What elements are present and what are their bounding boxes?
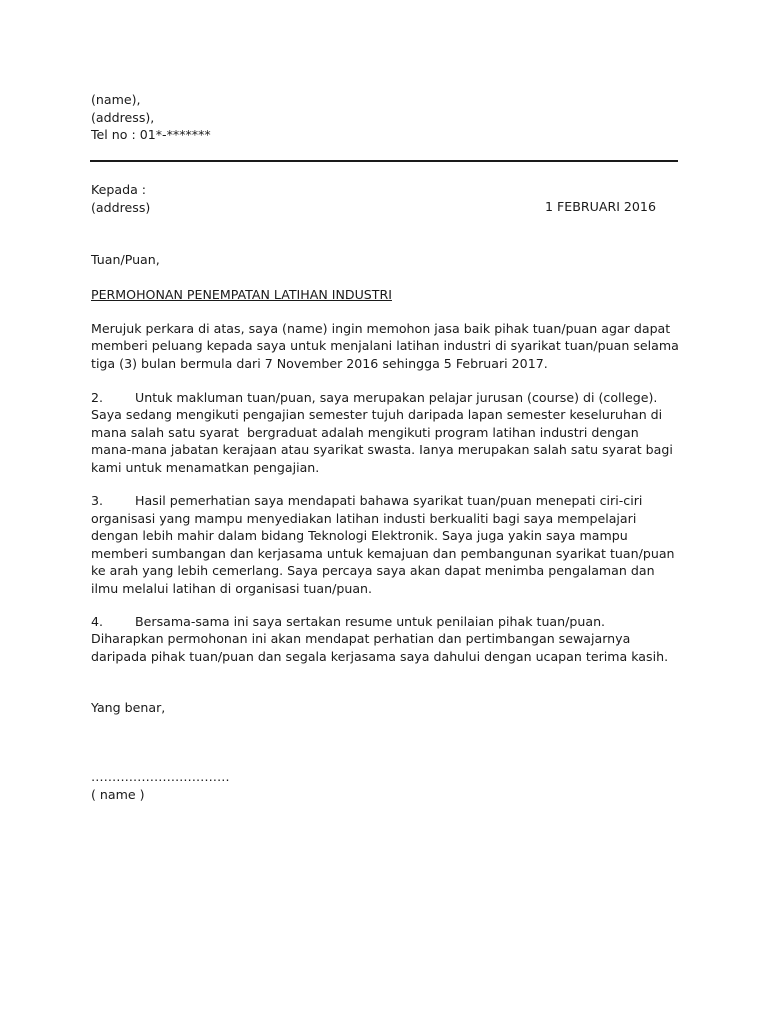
- paragraph-3-line: Hasil pemerhatian saya mendapati bahawa syarikat tuan/puan menepati ciri-ciri: [135, 493, 643, 508]
- paragraph-2-line: Saya sedang mengikuti pengajian semester tujuh daripada lapan semester keseluruhan di: [91, 407, 663, 422]
- recipient-address: (address): [91, 199, 151, 215]
- paragraph-3-line: dengan lebih mahir dalam bidang Teknologi Elektronik. Saya juga yakin saya mampu: [91, 528, 628, 543]
- paragraph-4-line: Bersama-sama ini saya sertakan resume untuk penilaian pihak tuan/puan.: [135, 613, 606, 629]
- paragraph-1: [91, 320, 691, 373]
- letter-date: 1 FEBRUARI 2016: [545, 199, 656, 214]
- sender-name: (name),: [91, 92, 141, 107]
- paragraph-3-line: organisasi yang mampu menyediakan latihan industi berkualiti bagi saya mempelajari: [91, 510, 637, 526]
- closing: Yang benar,: [91, 699, 166, 715]
- sender-address: (address),: [91, 109, 155, 125]
- paragraph-3-number: 3.: [91, 493, 104, 508]
- paragraph-2-line: mana-mana jabatan kerajaan atau syarikat swasta. Ianya merupakan salah satu syarat bagi: [91, 442, 673, 457]
- paragraph-3-line: ke arah yang lebih cemerlang. Saya percaya saya akan dapat menimba pengalaman dan: [91, 563, 655, 578]
- paragraph-2: [91, 389, 691, 477]
- paragraph-4-number: 4.: [91, 613, 104, 629]
- signature-name: ( name ): [91, 787, 145, 802]
- paragraph-2-line: mana salah satu syarat bergraduat adalah mengikuti program latihan industri dengan: [91, 424, 639, 440]
- paragraph-1-line: tiga (3) bulan bermula dari 7 November 2016 sehingga 5 Februari 2017.: [91, 355, 548, 371]
- subject-line: PERMOHONAN PENEMPATAN LATIHAN INDUSTRI: [91, 286, 392, 302]
- paragraph-4-line: Diharapkan permohonan ini akan mendapat perhatian dan pertimbangan sewajarnya: [91, 631, 631, 646]
- paragraph-3: [91, 492, 691, 597]
- paragraph-1-line: memberi peluang kepada saya untuk menjalani latihan industri di syarikat tuan/puan selama: [91, 338, 679, 353]
- paragraph-2-line: kami untuk menamatkan pengajian.: [91, 459, 320, 475]
- recipient-label: Kepada :: [91, 182, 147, 197]
- paragraph-3-line: memberi sumbangan dan kerjasama untuk kemajuan dan pembangunan syarikat tuan/puan: [91, 545, 675, 561]
- signature-line: ……………………………: [91, 769, 230, 784]
- paragraph-3-line: ilmu melalui latihan di organisasi tuan/puan.: [91, 580, 373, 596]
- sender-tel: Tel no : 01*-*******: [91, 127, 211, 142]
- paragraph-2-line: Untuk makluman tuan/puan, saya merupakan pelajar jurusan (course) di (college).: [135, 389, 658, 405]
- salutation: Tuan/Puan,: [91, 252, 160, 267]
- paragraph-1-line: Merujuk perkara di atas, saya (name) ingin memohon jasa baik pihak tuan/puan agar dapat: [91, 320, 671, 336]
- paragraph-2-number: 2.: [91, 389, 104, 405]
- header-divider: [90, 160, 678, 162]
- paragraph-4: [91, 613, 691, 666]
- paragraph-4-line: daripada pihak tuan/puan dan segala kerjasama saya dahului dengan ucapan terima kasih.: [91, 648, 669, 664]
